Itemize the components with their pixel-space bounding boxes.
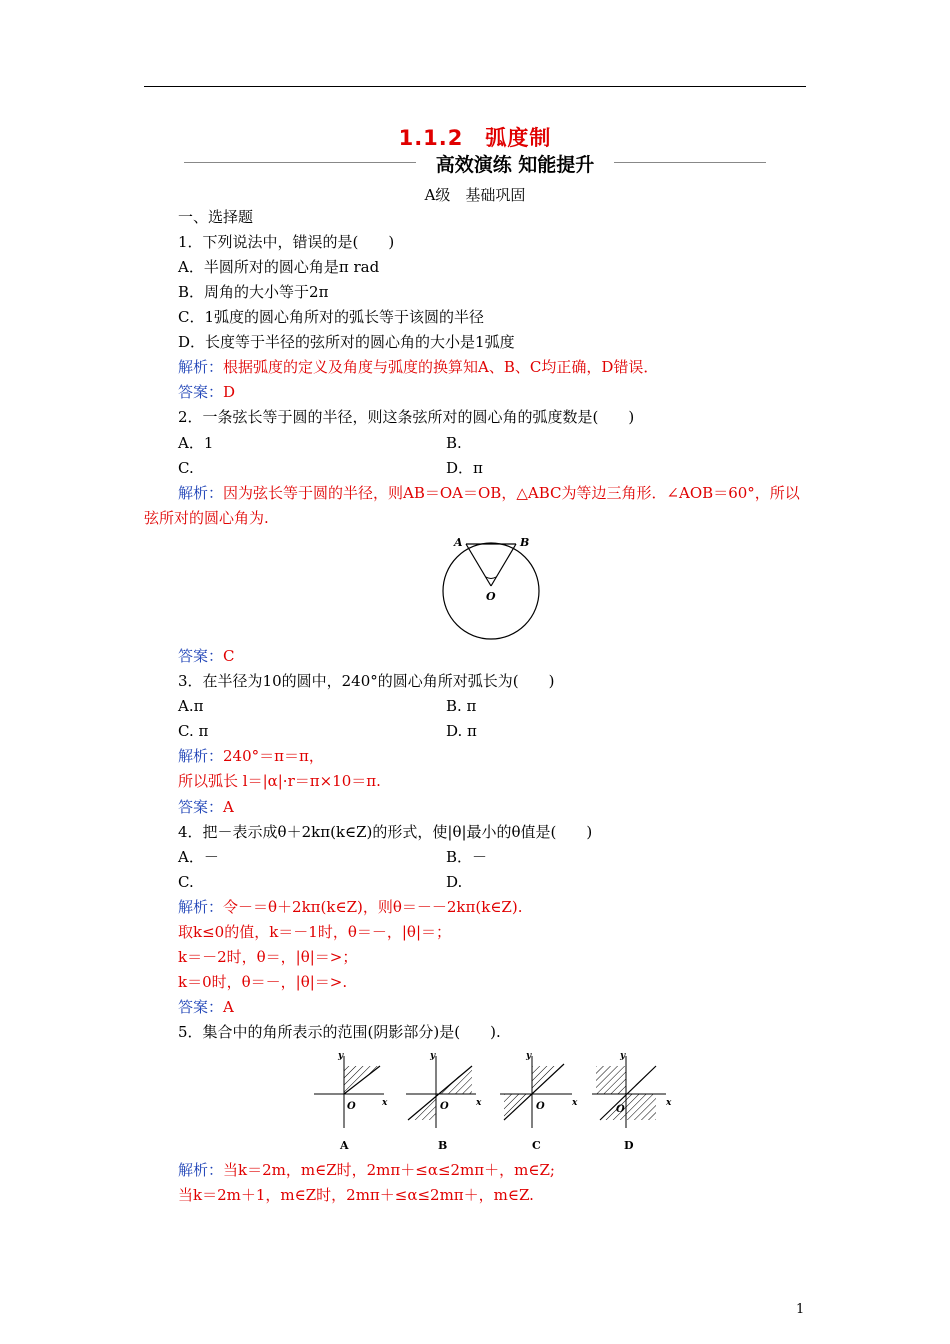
q2-option-d: D．π — [446, 459, 483, 477]
q5-figure-a — [314, 1051, 388, 1152]
x-label-a: x — [382, 1098, 388, 1108]
q3-option-d: D. π — [446, 722, 477, 740]
section-heading: 一、选择题 — [178, 208, 254, 226]
q3-option-a: A.π — [178, 697, 204, 715]
q5-figure-b — [406, 1051, 482, 1152]
q5-analysis-label: 解析： — [178, 1161, 224, 1179]
q4-answer-label: 答案： — [178, 998, 224, 1016]
q3-option-b: B. π — [446, 697, 477, 715]
q3-analysis-label: 解析： — [178, 747, 224, 765]
q2-option-c: C. — [178, 459, 194, 477]
q1-option-c: C．1弧度的圆心角所对的弧长等于该圆的半径 — [178, 308, 485, 326]
origin-label-b: O — [440, 1101, 449, 1112]
q4-analysis-line2: 取k≤0的值，k＝－1时，θ＝－，|θ|＝； — [178, 923, 452, 941]
q4-option-d: D. — [446, 873, 463, 891]
page-title: 1.1.2 弧度制 — [398, 126, 552, 150]
level-heading: A级 基础巩固 — [424, 186, 526, 204]
q1-analysis-label: 解析： — [178, 358, 224, 376]
q2-answer-value: C — [223, 647, 235, 665]
q1-answer-label: 答案： — [178, 383, 224, 401]
q4-answer-value: A — [223, 998, 234, 1016]
shade-region-d1 — [596, 1066, 626, 1094]
q2-stem: 2．一条弦长等于圆的半径，则这条弦所对的圆心角的弧度数是( ) — [178, 408, 635, 426]
x-label-b: x — [476, 1098, 482, 1108]
header-rule — [144, 86, 806, 87]
q2-analysis-line2: 弦所对的圆心角为. — [144, 509, 269, 527]
q5-figure-d — [592, 1051, 672, 1152]
y-label-a: y — [338, 1051, 344, 1061]
point-a-label: A — [454, 536, 463, 549]
q5-analysis-line2: 当k＝2m＋1，m∈Z时，2mπ＋≤α≤2mπ＋，m∈Z. — [178, 1186, 534, 1204]
origin-label-d: O — [616, 1104, 625, 1115]
q4-option-c: C. — [178, 873, 194, 891]
q2-answer-label: 答案： — [178, 647, 224, 665]
q3-answer-value: A — [223, 798, 234, 816]
q1-analysis-text: 根据弧度的定义及角度与弧度的换算知A、B、C均正确，D错误． — [223, 358, 659, 376]
q4-option-b: B．－ — [446, 848, 488, 866]
origin-label-c: O — [536, 1101, 545, 1112]
q3-analysis-line1 — [178, 746, 324, 766]
q5-options-figure — [310, 1048, 680, 1154]
q3-answer — [178, 797, 234, 817]
point-b-label: B — [520, 536, 530, 549]
q2-option-b: B. — [446, 434, 462, 452]
q2-answer — [178, 646, 235, 666]
q4-analysis-line4: k＝0时，θ＝－，|θ|＝>. — [178, 973, 348, 991]
q5-stem: 5．集合中的角所表示的范围(阴影部分)是( ). — [178, 1023, 501, 1041]
q4-option-a: A．－ — [178, 848, 219, 866]
q2-analysis-line1 — [178, 483, 800, 503]
q5-figure-c — [500, 1051, 578, 1152]
banner-left-rule — [184, 162, 416, 163]
q1-answer-value: D — [223, 383, 236, 401]
q1-stem: 1．下列说法中，错误的是( ) — [178, 233, 395, 251]
q4-analysis-label: 解析： — [178, 898, 224, 916]
q3-analysis-text-1: 240°＝π＝π， — [223, 747, 324, 765]
q2-analysis-text-1: 因为弦长等于圆的半径，则AB＝OA＝OB，△ABC为等边三角形．∠AOB＝60°，所以 — [223, 484, 800, 502]
caption-d: D — [624, 1139, 634, 1152]
caption-a: A — [340, 1139, 349, 1152]
page-number: 1 — [796, 1302, 805, 1317]
origin-label-a: O — [347, 1101, 356, 1112]
point-o-label: O — [486, 590, 496, 603]
radius-oa — [466, 544, 491, 586]
q5-analysis-line1 — [178, 1160, 555, 1180]
banner-right-rule — [614, 162, 766, 163]
q1-answer — [178, 382, 235, 402]
q5-analysis-text-1: 当k＝2m，m∈Z时，2mπ＋≤α≤2mπ＋，m∈Z; — [223, 1161, 555, 1179]
q4-stem: 4．把－表示成θ＋2kπ(k∈Z)的形式，使|θ|最小的θ值是( ) — [178, 823, 593, 841]
q1-analysis — [178, 357, 658, 377]
q3-analysis-line2: 所以弧长 l＝|α|·r＝π×10＝π. — [178, 772, 381, 790]
caption-c: C — [532, 1139, 541, 1152]
q1-option-d: D．长度等于半径的弦所对的圆心角的大小是1弧度 — [178, 333, 515, 351]
q1-option-b: B．周角的大小等于2π — [178, 283, 329, 301]
shade-region-d2 — [600, 1094, 656, 1120]
q3-stem: 3．在半径为10的圆中，240°的圆心角所对弧长为( ) — [178, 672, 555, 690]
angle-arc — [486, 577, 496, 579]
x-label-d: x — [666, 1098, 672, 1108]
x-label-c: x — [572, 1098, 578, 1108]
q2-option-a: A．1 — [178, 434, 214, 452]
y-label-c: y — [526, 1051, 532, 1061]
y-label-d: y — [620, 1051, 626, 1061]
caption-b: B — [438, 1139, 448, 1152]
q2-circle-figure — [436, 534, 556, 640]
radius-ob — [491, 544, 516, 586]
q3-answer-label: 答案： — [178, 798, 224, 816]
q1-option-a: A．半圆所对的圆心角是π rad — [178, 258, 380, 276]
banner-text: 高效演练 知能提升 — [435, 154, 595, 176]
y-label-b: y — [430, 1051, 436, 1061]
q4-analysis-line1 — [178, 897, 522, 917]
q2-analysis-label: 解析： — [178, 484, 224, 502]
banner — [184, 150, 766, 174]
q3-option-c: C. π — [178, 722, 209, 740]
q4-analysis-text-1: 令－＝θ＋2kπ(k∈Z)，则θ＝－－2kπ(k∈Z). — [223, 898, 523, 916]
q4-analysis-line3: k＝－2时，θ＝，|θ|＝>； — [178, 948, 358, 966]
q4-answer — [178, 997, 234, 1017]
